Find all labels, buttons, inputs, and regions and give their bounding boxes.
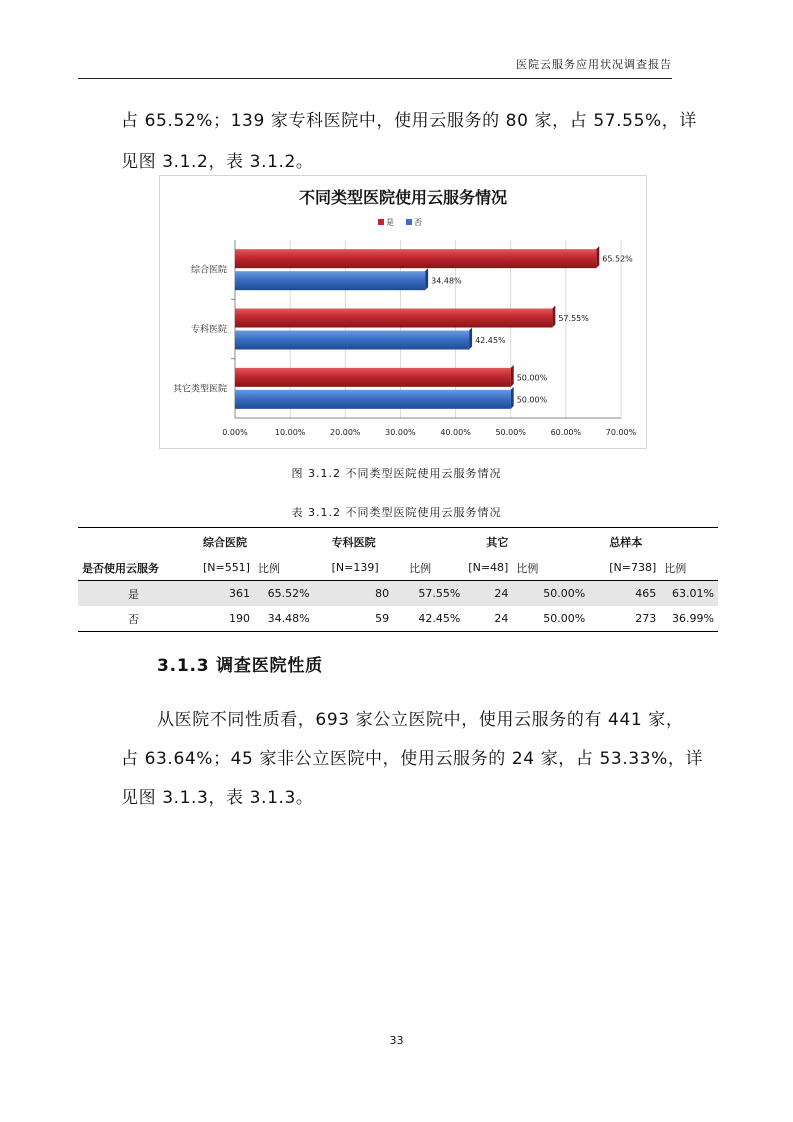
sub-header: 比例 (512, 555, 589, 581)
group-header: 综合医院 (189, 528, 314, 556)
bar-no (235, 331, 469, 350)
table-sub-header-row (78, 555, 718, 581)
sub-header: 比例 (393, 555, 464, 581)
paragraph-line: 占 63.64%；45 家非公立医院中，使用云服务的 24 家，占 53.33%，详 (121, 749, 704, 769)
x-tick-label: 70.00% (605, 428, 637, 437)
table-row (78, 606, 718, 632)
bar-depth (511, 365, 514, 387)
bar-yes (235, 368, 511, 387)
table-cell: 80 (314, 581, 394, 607)
table-cell: 50.00% (512, 581, 589, 607)
x-tick-label: 30.00% (385, 428, 416, 437)
row-label: 否 (78, 606, 189, 632)
data-table (78, 527, 718, 632)
table-cell: 36.99% (660, 606, 718, 632)
paragraph-line: 见图 3.1.3，表 3.1.3。 (121, 788, 314, 808)
y-category-label: 综合医院 (190, 265, 227, 276)
header-title: 医院云服务应用状况调查报告 (516, 58, 672, 71)
sub-header: [N=551] (189, 555, 254, 581)
data-label: 65.52% (602, 254, 633, 264)
bar-depth (469, 328, 472, 350)
table-cell: 63.01% (660, 581, 718, 607)
data-label: 42.45% (475, 336, 506, 345)
table-cell: 24 (464, 606, 512, 632)
bar-no (235, 390, 511, 409)
bar-yes (235, 249, 596, 268)
table-cell: 59 (314, 606, 394, 632)
table-cell: 24 (464, 581, 512, 607)
table-cell: 465 (589, 581, 660, 607)
group-header: 其它 (464, 528, 589, 556)
x-tick-label: 20.00% (330, 428, 361, 437)
bar-yes (235, 309, 552, 328)
chart-title: 不同类型医院使用云服务情况 (298, 188, 508, 207)
bar-chart (159, 175, 647, 449)
table-row (78, 581, 718, 607)
x-tick-label: 0.00% (222, 428, 248, 437)
row-label: 是 (78, 581, 189, 607)
group-header: 总样本 (589, 528, 718, 556)
table-cell: 42.45% (393, 606, 464, 632)
paragraph-line: 从医院不同性质看，693 家公立医院中，使用云服务的有 441 家， (157, 710, 684, 730)
chart-svg (160, 176, 646, 448)
data-label: 50.00% (516, 395, 548, 405)
sub-header: [N=48] (464, 555, 512, 581)
legend-swatch-yes (378, 219, 384, 225)
page-header (78, 56, 672, 79)
table-group-header-row (78, 528, 718, 556)
sub-header: 比例 (660, 555, 718, 581)
x-tick-label: 40.00% (440, 428, 471, 437)
table-cell: 190 (189, 606, 254, 632)
table-cell: 57.55% (393, 581, 464, 607)
data-label: 50.00% (516, 373, 548, 383)
table-cell: 50.00% (512, 606, 589, 632)
bar-depth (552, 306, 555, 328)
section-title: 3.1.3 调查医院性质 (157, 656, 323, 676)
sub-header: [N=738] (589, 555, 660, 581)
x-tick-label: 10.00% (274, 428, 306, 437)
sub-header: [N=139] (314, 555, 394, 581)
table-cell: 34.48% (254, 606, 314, 632)
legend-swatch-no (406, 219, 412, 225)
x-tick-label: 60.00% (550, 428, 582, 437)
legend-label-no: 否 (414, 218, 422, 227)
x-tick-label: 50.00% (495, 428, 526, 437)
bar-depth (596, 246, 599, 268)
legend-label-yes: 是 (386, 218, 394, 227)
bar-depth (425, 268, 428, 290)
data-label: 34.48% (431, 276, 462, 286)
paragraph-line: 见图 3.1.2，表 3.1.2。 (121, 152, 314, 172)
y-category-label: 专科医院 (190, 325, 227, 335)
page-number: 33 (389, 1034, 404, 1047)
data-label: 57.55% (558, 314, 589, 323)
table-cell: 273 (589, 606, 660, 632)
group-header: 专科医院 (314, 528, 465, 556)
bar-depth (511, 387, 514, 409)
figure-caption: 图 3.1.2 不同类型医院使用云服务情况 (291, 467, 502, 480)
table-cell: 65.52% (254, 581, 314, 607)
table-cell: 361 (189, 581, 254, 607)
row-header-label: 是否使用云服务 (78, 555, 189, 581)
y-category-label: 其它类型医院 (172, 384, 227, 395)
table-caption: 表 3.1.2 不同类型医院使用云服务情况 (291, 506, 502, 519)
bar-no (235, 271, 425, 290)
paragraph-line: 占 65.52%；139 家专科医院中，使用云服务的 80 家，占 57.55%，详 (121, 111, 697, 131)
sub-header: 比例 (254, 555, 314, 581)
